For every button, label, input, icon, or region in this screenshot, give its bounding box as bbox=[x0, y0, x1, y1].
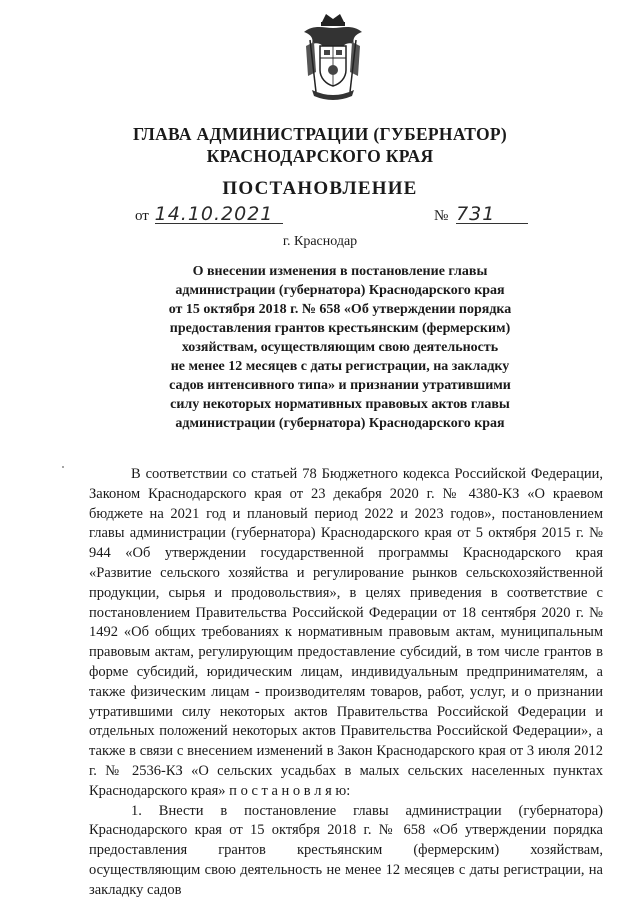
title-line: садов интенсивного типа» и признании утратившими bbox=[169, 378, 511, 393]
city: г. Краснодар bbox=[282, 234, 358, 249]
body-paragraph-item-1: 1. Внести в постановление главы администрации (губернатора) Краснодарского края от 15 октября 2018 г. № 658 «Об утверждении порядка предоставления грантов крестьянским (фермерским) хозяйствам, осуществляющим свою деятельность не менее 12 месяцев с даты регистрации, на закладку садов bbox=[89, 802, 603, 898]
document-date bbox=[135, 205, 283, 225]
date-value: 14.10.2021 bbox=[155, 205, 283, 224]
scan-speck bbox=[62, 466, 64, 468]
date-prefix: от bbox=[135, 208, 149, 224]
title-line: администрации (губернатора) Краснодарского края bbox=[175, 416, 505, 431]
document-body bbox=[89, 465, 603, 901]
number-value: 731 bbox=[456, 205, 528, 224]
title-line: не менее 12 месяцев с даты регистрации, на закладку bbox=[170, 359, 510, 374]
title-line: силу некоторых нормативных правовых актов главы bbox=[170, 397, 510, 412]
title-line: от 15 октября 2018 г. № 658 «Об утверждении порядка bbox=[168, 302, 512, 317]
body-paragraph-preamble: В соответствии со статьей 78 Бюджетного кодекса Российской Федерации, Законом Краснодарского края от 23 декабря 2020 г. № 4380-КЗ «О краевом бюджете на 2021 год и плановый период 2022 и 2023 годов», постановлением главы администрации (губернатора) Краснодарского края от 5 октября 2015 г. № 944 «Об утверждении государственной программы Краснодарского края «Развитие сельского хозяйства и регулирование рынков сельскохозяйственной продукции, сырья и продовольствия», в целях приведения в соответствие с постановлением Правительства Российской Федерации от 18 сентября 2020 г. № 1492 «Об общих требованиях к нормативным правовым актам, муниципальным правовым актам, регулирующим предоставление субсидий, в том числе грантов в форме субсидий, юридическим лицам, индивидуальным предпринимателям, а также физическим лицам - производителям товаров, работ, услуг, и о признании утратившими силу некоторых актов Правительства Российской Федерации и отдельных положений некоторых актов Правительства Российской Федерации», а также в связи с внесением изменений в Закон Краснодарского края от 3 июля 2012 г. № 2536-КЗ «О сельских усадьбах в малых сельских населенных пунктах Краснодарского края» п о с т а н о в л я ю: bbox=[89, 466, 603, 799]
issuer-title-line1: ГЛАВА АДМИНИСТРАЦИИ (ГУБЕРНАТОР) bbox=[132, 124, 507, 144]
title-line: хозяйствам, осуществляющим свою деятельность bbox=[181, 340, 499, 355]
document-type: ПОСТАНОВЛЕНИЕ bbox=[222, 178, 418, 199]
title-line: администрации (губернатора) Краснодарского края bbox=[175, 283, 505, 298]
document-number bbox=[434, 205, 528, 225]
document-title bbox=[130, 262, 550, 433]
issuer-title-line2: КРАСНОДАРСКОГО КРАЯ bbox=[206, 146, 434, 166]
title-line: О внесении изменения в постановление главы bbox=[192, 264, 488, 279]
number-prefix: № bbox=[434, 208, 449, 224]
title-line: предоставления грантов крестьянским (фермерским) bbox=[169, 321, 511, 336]
coat-of-arms-icon bbox=[296, 12, 370, 100]
